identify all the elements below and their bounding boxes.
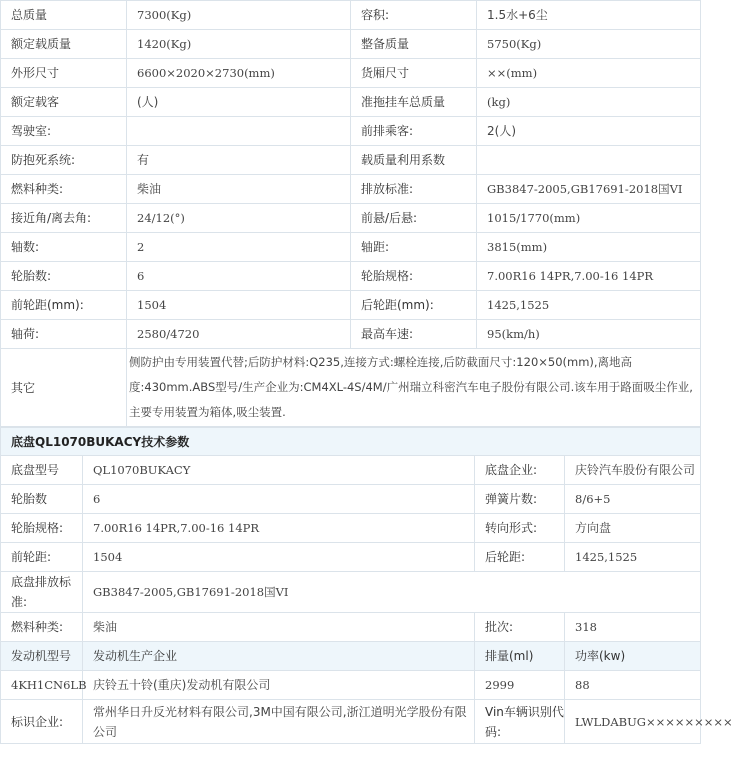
spec-label: 额定载客: [1, 88, 127, 117]
chassis-value: 常州华日升反光材料有限公司,3M中国有限公司,浙江道明光学股份有限公司: [83, 700, 475, 744]
chassis-value: 7.00R16 14PR,7.00-16 14PR: [83, 514, 475, 543]
chassis-spec-table: [0, 427, 733, 744]
spec-label: 容积:: [351, 1, 477, 30]
spec-value: 7.00R16 14PR,7.00-16 14PR: [477, 262, 701, 291]
spec-value: (kg): [477, 88, 701, 117]
spec-label: 前排乘客:: [351, 117, 477, 146]
spec-value: 3815(mm): [477, 233, 701, 262]
chassis-label: 后轮距:: [475, 543, 565, 572]
spec-label: 额定载质量: [1, 30, 127, 59]
spec-label: 准拖挂车总质量: [351, 88, 477, 117]
chassis-row: [1, 485, 701, 514]
spec-row: [1, 59, 701, 88]
spec-value-other: 侧防护由专用装置代替;后防护材料:Q235,连接方式:螺栓连接,后防截面尺寸:120×50(mm),离地高度:430mm.ABS型号/生产企业为:CM4XL-4S/4M/广州瑞立科密汽车电子股份有限公司.该车用于路面吸尘作业,主要专用装置为箱体,吸尘装置.: [127, 349, 701, 427]
chassis-label: 弹簧片数:: [475, 485, 565, 514]
engine-header-cell: 排量(ml): [475, 642, 565, 671]
spec-value: [477, 146, 701, 175]
spec-label: 最高车速:: [351, 320, 477, 349]
spec-label: 轴数:: [1, 233, 127, 262]
spec-label: 接近角/离去角:: [1, 204, 127, 233]
chassis-label: 转向形式:: [475, 514, 565, 543]
spec-label: 轮胎规格:: [351, 262, 477, 291]
spec-value: 有: [127, 146, 351, 175]
chassis-row: [1, 456, 701, 485]
spec-value: 7300(Kg): [127, 1, 351, 30]
spec-label: 轴距:: [351, 233, 477, 262]
engine-header-cell: 发动机型号: [1, 642, 83, 671]
spec-value: 5750(Kg): [477, 30, 701, 59]
spec-label: 燃料种类:: [1, 175, 127, 204]
spec-value: ××(mm): [477, 59, 701, 88]
chassis-label: 底盘排放标准:: [1, 572, 83, 613]
chassis-label: 轮胎规格:: [1, 514, 83, 543]
spec-value: 24/12(°): [127, 204, 351, 233]
spec-value: 柴油: [127, 175, 351, 204]
spec-row-other: [1, 349, 701, 427]
engine-header-row: [1, 642, 701, 671]
spec-label: 货厢尺寸: [351, 59, 477, 88]
spec-label: 轴荷:: [1, 320, 127, 349]
spec-value: 1015/1770(mm): [477, 204, 701, 233]
chassis-label: 燃料种类:: [1, 613, 83, 642]
engine-row: [1, 671, 701, 700]
spec-label: 外形尺寸: [1, 59, 127, 88]
spec-label: 驾驶室:: [1, 117, 127, 146]
chassis-label: 底盘企业:: [475, 456, 565, 485]
spec-value: 2(人): [477, 117, 701, 146]
spec-value: 6600×2020×2730(mm): [127, 59, 351, 88]
spec-value: 95(km/h): [477, 320, 701, 349]
spec-row: [1, 204, 701, 233]
spec-value: (人): [127, 88, 351, 117]
chassis-row: [1, 572, 701, 613]
chassis-row: [1, 613, 701, 642]
spec-label: 排放标准:: [351, 175, 477, 204]
spec-row: [1, 1, 701, 30]
chassis-value: QL1070BUKACY: [83, 456, 475, 485]
engine-header-cell: 功率(kw): [565, 642, 701, 671]
chassis-label: Vin车辆识别代码:: [475, 700, 565, 744]
chassis-value: 1425,1525: [565, 543, 701, 572]
engine-cell: 4KH1CN6LB: [1, 671, 83, 700]
chassis-value: 1504: [83, 543, 475, 572]
chassis-label: 标识企业:: [1, 700, 83, 744]
chassis-row: [1, 514, 701, 543]
engine-header-cell: 发动机生产企业: [83, 642, 475, 671]
spec-row: [1, 320, 701, 349]
spec-value: 1425,1525: [477, 291, 701, 320]
chassis-label: 底盘型号: [1, 456, 83, 485]
chassis-label: 轮胎数: [1, 485, 83, 514]
spec-value: [127, 117, 351, 146]
spec-value: 2580/4720: [127, 320, 351, 349]
chassis-value: 柴油: [83, 613, 475, 642]
chassis-row: [1, 543, 701, 572]
spec-row: [1, 291, 701, 320]
chassis-value: GB3847-2005,GB17691-2018国VI: [83, 572, 701, 613]
spec-row: [1, 146, 701, 175]
chassis-section-title: 底盘QL1070BUKACY技术参数: [1, 428, 701, 456]
spec-label: 后轮距(mm):: [351, 291, 477, 320]
spec-label-other: 其它: [1, 349, 127, 427]
spec-row: [1, 233, 701, 262]
spec-value: 2: [127, 233, 351, 262]
spec-value: GB3847-2005,GB17691-2018国VI: [477, 175, 701, 204]
spec-label: 防抱死系统:: [1, 146, 127, 175]
chassis-value: 庆铃汽车股份有限公司: [565, 456, 701, 485]
chassis-label: 前轮距:: [1, 543, 83, 572]
spec-value: 1504: [127, 291, 351, 320]
chassis-value: 6: [83, 485, 475, 514]
spec-value: 1.5水+6尘: [477, 1, 701, 30]
engine-cell: 88: [565, 671, 701, 700]
spec-row: [1, 175, 701, 204]
chassis-value: 方向盘: [565, 514, 701, 543]
spec-label: 总质量: [1, 1, 127, 30]
spec-label: 前轮距(mm):: [1, 291, 127, 320]
spec-label: 整备质量: [351, 30, 477, 59]
chassis-value: LWLDABUG×××××××××: [565, 700, 701, 744]
spec-label: 轮胎数:: [1, 262, 127, 291]
engine-cell: 2999: [475, 671, 565, 700]
chassis-label: 批次:: [475, 613, 565, 642]
spec-row: [1, 30, 701, 59]
label-enterprise-row: [1, 700, 701, 744]
chassis-value: 318: [565, 613, 701, 642]
spec-value: 6: [127, 262, 351, 291]
spec-value: 1420(Kg): [127, 30, 351, 59]
spec-label: 载质量利用系数: [351, 146, 477, 175]
engine-cell: 庆铃五十铃(重庆)发动机有限公司: [83, 671, 475, 700]
spec-row: [1, 117, 701, 146]
spec-row: [1, 88, 701, 117]
spec-label: 前悬/后悬:: [351, 204, 477, 233]
chassis-value: 8/6+5: [565, 485, 701, 514]
spec-row: [1, 262, 701, 291]
